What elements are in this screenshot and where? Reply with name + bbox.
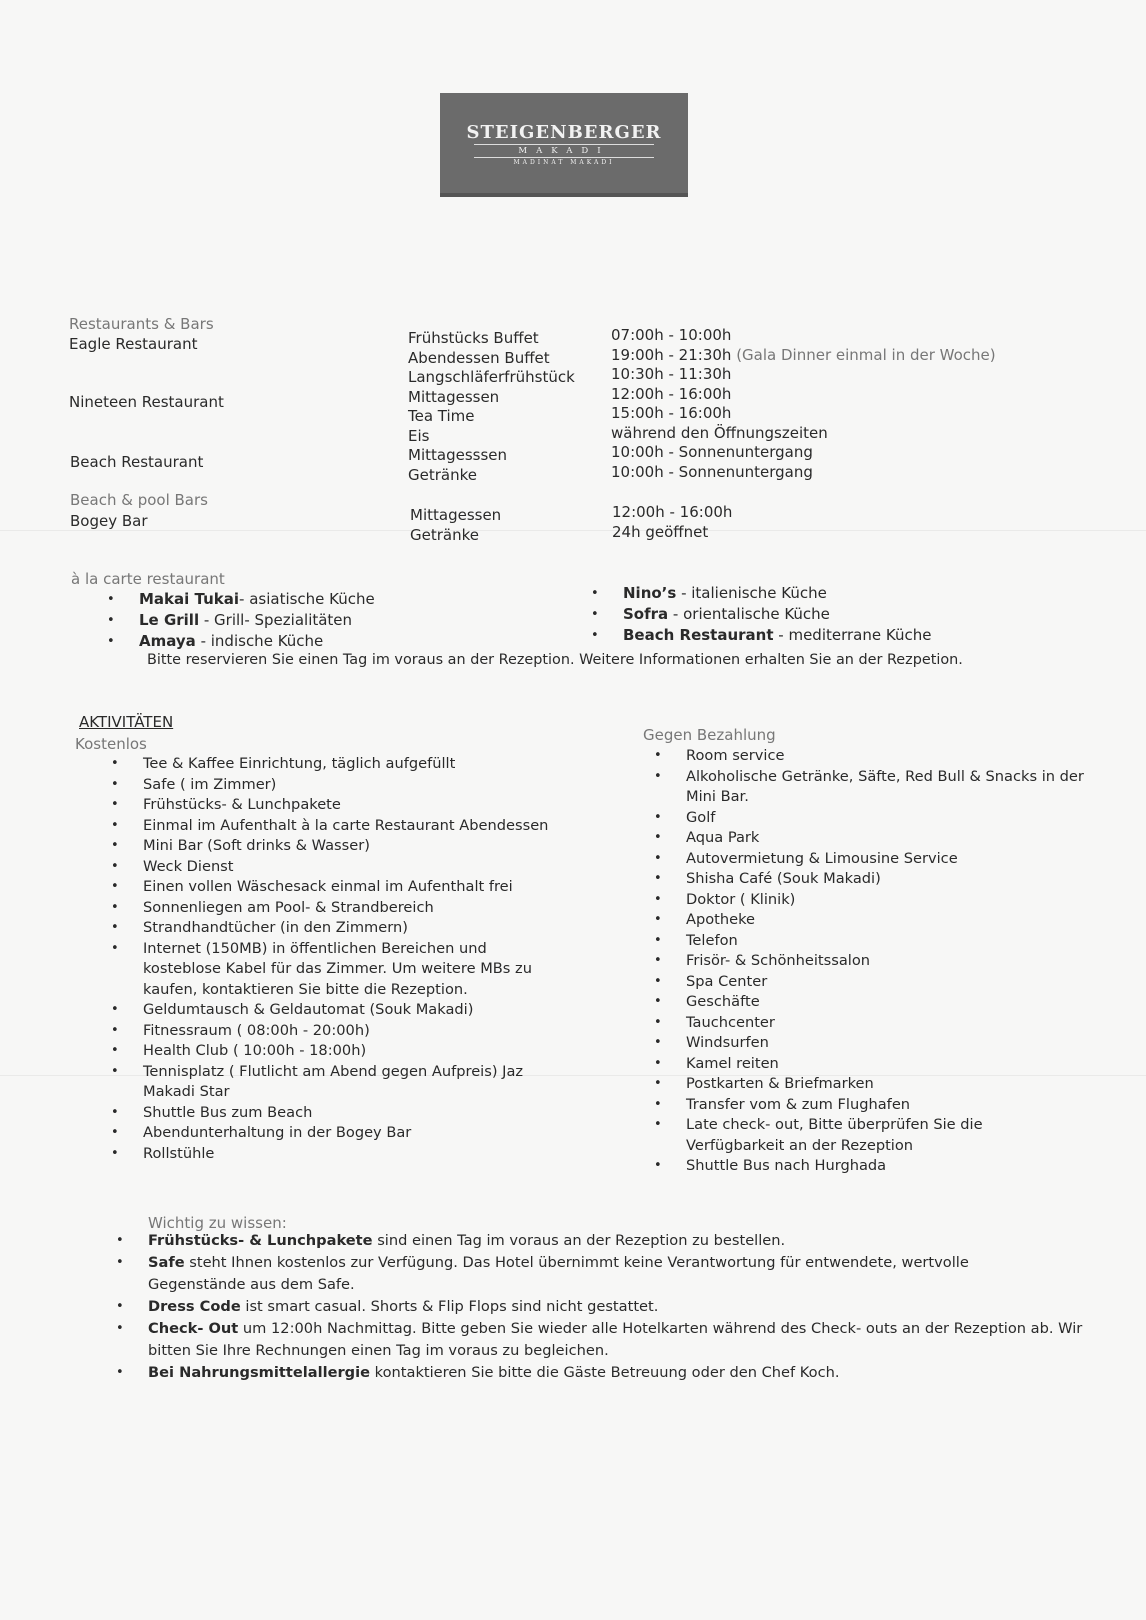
list-item: • Strandhandtücher (in den Zimmern) [111, 918, 601, 939]
alacarte-right-list [591, 583, 931, 646]
list-item [116, 1252, 1106, 1296]
restaurant-name: Makai Tukai [139, 590, 240, 608]
hotel-logo [440, 93, 688, 193]
list-item: • Shisha Café (Souk Makadi) [654, 869, 1114, 890]
list-item: • Postkarten & Briefmarken [654, 1074, 1114, 1095]
paid-activities-list [654, 746, 1114, 1177]
alacarte-left-list [107, 589, 375, 652]
note-keyword: Check- Out [148, 1320, 239, 1337]
bar-time-list [612, 503, 732, 542]
meal-list [408, 329, 575, 485]
restaurant-cuisine: - italienische Küche [676, 584, 827, 602]
meal-item: Getränke [410, 525, 479, 544]
time-item [611, 346, 996, 366]
bars-heading: Beach & pool Bars [70, 491, 208, 509]
free-activities-list [111, 754, 601, 1164]
time-item: 10:00h - Sonnenuntergang [611, 443, 813, 461]
list-item: • Safe ( im Zimmer) [111, 775, 601, 796]
time-item: während den Öffnungszeiten [611, 423, 828, 442]
list-item: • Windsurfen [654, 1033, 1114, 1054]
logo-divider [474, 144, 654, 145]
note-keyword: Dress Code [148, 1298, 241, 1315]
list-item [116, 1296, 1106, 1318]
list-item [116, 1362, 1106, 1384]
notes-heading: Wichtig zu wissen: [148, 1214, 287, 1232]
meal-item: Abendessen Buffet [408, 348, 550, 367]
time-item: 12:00h - 16:00h [611, 384, 732, 403]
note-keyword: Bei Nahrungsmittelallergie [148, 1364, 371, 1381]
list-item [107, 589, 375, 610]
note-text: steht Ihnen kostenlos zur Verfügung. Das Hotel übernimmt keine Verantwortung für entwendete, wertvolle Gegenstände aus dem Safe. [148, 1254, 969, 1293]
list-item: • Golf [654, 808, 1114, 829]
list-item: • Shuttle Bus nach Hurghada [654, 1156, 1114, 1177]
note-keyword: Frühstücks- & Lunchpakete [148, 1232, 373, 1249]
list-item: • Rollstühle [111, 1144, 601, 1165]
list-item: • Tauchcenter [654, 1013, 1114, 1034]
bar-meal-list [410, 506, 501, 545]
free-heading: Kostenlos [75, 735, 147, 753]
list-item: • Autovermietung & Limousine Service [654, 849, 1114, 870]
meal-item: Langschläferfrühstück [408, 368, 575, 386]
list-item: • Frühstücks- & Lunchpakete [111, 795, 601, 816]
list-item: • Alkoholische Getränke, Säfte, Red Bull & Snacks in der Mini Bar. [654, 767, 1114, 808]
restaurant-name: Sofra [623, 605, 669, 623]
list-item: • Shuttle Bus zum Beach [111, 1103, 601, 1124]
restaurants-heading: Restaurants & Bars [69, 315, 214, 333]
list-item: • Spa Center [654, 972, 1114, 993]
list-item: • Tennisplatz ( Flutlicht am Abend gegen Aufpreis) Jaz Makadi Star [111, 1062, 601, 1103]
time-value: 19:00h - 21:30h [611, 345, 732, 364]
alacarte-heading: à la carte restaurant [71, 570, 225, 588]
list-item: • Internet (150MB) in öffentlichen Bereichen und kosteblose Kabel für das Zimmer. Um weitere MBs zu kaufen, kontaktieren Sie bitte die Rezeption. [111, 939, 601, 1001]
venue-nineteen: Nineteen Restaurant [69, 393, 224, 411]
restaurant-cuisine: - Grill- Spezialitäten [199, 611, 353, 629]
note-text: um 12:00h Nachmittag. Bitte geben Sie wieder alle Hotelkarten während des Check- outs an der Rezeption ab. Wir bitten Sie Ihre Rechnungen einen Tag im voraus zu begleichen. [148, 1320, 1083, 1359]
list-item [116, 1318, 1106, 1362]
list-item: • Mini Bar (Soft drinks & Wasser) [111, 836, 601, 857]
meal-item: Frühstücks Buffet [408, 329, 539, 347]
restaurant-cuisine: - indische Küche [195, 632, 324, 650]
list-item: • Geschäfte [654, 992, 1114, 1013]
time-item: 15:00h - 16:00h [611, 404, 732, 422]
paper-fold [0, 530, 1146, 531]
list-item: • Doktor ( Klinik) [654, 890, 1114, 911]
reservation-note: Bitte reservieren Sie einen Tag im voraus an der Rezeption. Weitere Informationen erhalten Sie an der Rezpetion. [147, 652, 963, 668]
list-item [591, 604, 931, 625]
list-item [591, 583, 931, 604]
logo-sublocation: MADINAT MAKADI [513, 159, 615, 166]
time-item: 10:00h - Sonnenuntergang [611, 462, 813, 481]
paid-heading: Gegen Bezahlung [643, 726, 776, 744]
logo-location: MAKADI [518, 146, 610, 156]
time-item: 10:30h - 11:30h [611, 365, 732, 383]
list-item: • Geldumtausch & Geldautomat (Souk Makadi) [111, 1000, 601, 1021]
time-list [611, 326, 996, 482]
list-item: • Einmal im Aufenthalt à la carte Restaurant Abendessen [111, 816, 601, 837]
venue-bogey-bar: Bogey Bar [70, 512, 148, 530]
list-item: • Fitnessraum ( 08:00h - 20:00h) [111, 1021, 601, 1042]
restaurant-name: Nino’s [623, 584, 677, 602]
note-keyword: Safe [148, 1254, 185, 1271]
list-item: • Health Club ( 10:00h - 18:00h) [111, 1041, 601, 1062]
restaurant-cuisine: - orientalische Küche [668, 605, 830, 623]
meal-item: Mittagessen [408, 387, 500, 406]
logo-divider [474, 157, 654, 158]
venue-eagle: Eagle Restaurant [69, 335, 198, 353]
list-item: • Late check- out, Bitte überprüfen Sie die Verfügbarkeit an der Rezeption [654, 1115, 1114, 1156]
note-text: sind einen Tag im voraus an der Rezeption zu bestellen. [372, 1232, 786, 1249]
meal-item: Getränke [408, 465, 477, 484]
activities-heading: AKTIVITÄTEN [79, 713, 174, 731]
meal-item: Eis [408, 426, 430, 445]
time-item: 12:00h - 16:00h [612, 503, 733, 521]
logo-brand: STEIGENBERGER [466, 122, 662, 143]
list-item: • Transfer vom & zum Flughafen [654, 1095, 1114, 1116]
restaurant-cuisine: - mediterrane Küche [773, 626, 932, 644]
meal-item: Tea Time [408, 407, 475, 425]
list-item: • Tee & Kaffee Einrichtung, täglich aufgefüllt [111, 754, 601, 775]
restaurant-name: Beach Restaurant [623, 626, 774, 644]
time-item: 07:00h - 10:00h [611, 326, 732, 344]
time-item: 24h geöffnet [612, 522, 709, 541]
list-item: • Room service [654, 746, 1114, 767]
restaurant-name: Amaya [139, 632, 196, 650]
list-item: • Apotheke [654, 910, 1114, 931]
list-item: • Weck Dienst [111, 857, 601, 878]
note-text: ist smart casual. Shorts & Flip Flops sind nicht gestattet. [240, 1298, 659, 1315]
list-item: • Telefon [654, 931, 1114, 952]
list-item [107, 631, 375, 652]
restaurant-cuisine: - asiatische Küche [239, 590, 375, 608]
list-item: • Frisör- & Schönheitssalon [654, 951, 1114, 972]
note-text: kontaktieren Sie bitte die Gäste Betreuung oder den Chef Koch. [370, 1364, 840, 1381]
list-item: • Kamel reiten [654, 1054, 1114, 1075]
list-item: • Einen vollen Wäschesack einmal im Aufenthalt frei [111, 877, 601, 898]
venue-beach: Beach Restaurant [70, 453, 204, 471]
list-item [107, 610, 375, 631]
notes-list [116, 1230, 1106, 1384]
list-item [591, 625, 931, 646]
list-item: • Abendunterhaltung in der Bogey Bar [111, 1123, 601, 1144]
meal-item: Mittagessen [410, 506, 502, 524]
list-item [116, 1230, 1106, 1252]
list-item: • Sonnenliegen am Pool- & Strandbereich [111, 898, 601, 919]
meal-item: Mittagesssen [408, 446, 507, 464]
restaurant-name: Le Grill [139, 611, 200, 629]
list-item: • Aqua Park [654, 828, 1114, 849]
gala-note: (Gala Dinner einmal in der Woche) [736, 345, 996, 364]
